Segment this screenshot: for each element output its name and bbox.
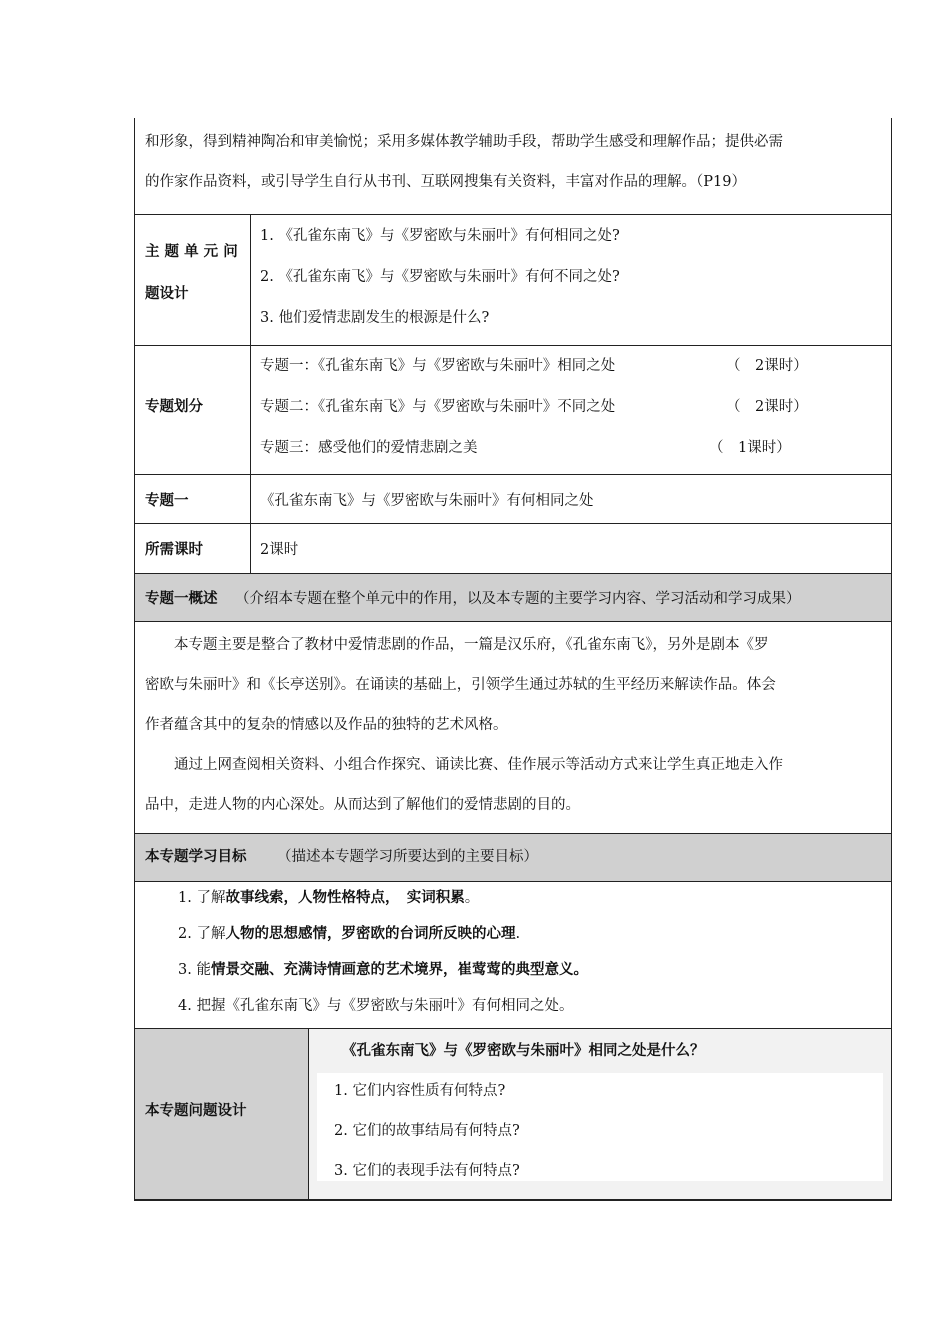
topic-hours: （ 1课时） xyxy=(709,440,791,456)
theme-questions-label-cell xyxy=(135,215,251,345)
intro-row xyxy=(135,118,891,215)
overview-line: 作者蕴含其中的复杂的情感以及作品的独特的艺术风格。 xyxy=(145,717,508,733)
intro-line: 的作家作品资料，或引导学生自行从书刊、互联网搜集有关资料，丰富对作品的理解。（P19） xyxy=(145,174,746,190)
hours-label: 所需课时 xyxy=(145,542,203,558)
overview-line: 本专题主要是整合了教材中爱情悲剧的作品，一篇是汉乐府，《孔雀东南飞》，另外是剧本《罗 xyxy=(174,637,769,653)
hours-row xyxy=(135,524,891,574)
goal-item: 2. 了解人物的思想感情，罗密欧的台词所反映的心理. xyxy=(178,926,521,942)
topic1-label-cell xyxy=(135,475,251,523)
question-design-label-cell xyxy=(135,1029,309,1199)
goal-item: 4. 把握《孔雀东南飞》与《罗密欧与朱丽叶》有何相同之处。 xyxy=(178,998,574,1014)
overview-header-row xyxy=(135,574,891,622)
overview-desc: （介绍本专题在整个单元中的作用，以及本专题的主要学习内容、学习活动和学习成果） xyxy=(235,591,801,607)
theme-questions-row xyxy=(135,215,891,346)
question-item: 1. 《孔雀东南飞》与《罗密欧与朱丽叶》有何相同之处? xyxy=(260,228,620,244)
question-item: 2. 它们的故事结局有何特点? xyxy=(334,1123,520,1139)
question-design-label: 本专题问题设计 xyxy=(145,1103,247,1119)
topic1-value: 《孔雀东南飞》与《罗密欧与朱丽叶》有何相同之处 xyxy=(260,493,594,509)
overview-line: 密欧与朱丽叶》和《长亭送别》。在诵读的基础上，引领学生通过苏轼的生平经历来解读作品。体会 xyxy=(145,677,776,693)
topic-hours: （ 2课时） xyxy=(726,399,808,415)
topic-hours: （ 2课时） xyxy=(726,358,808,374)
question-design-heading: 《孔雀东南飞》与《罗密欧与朱丽叶》相同之处是什么？ xyxy=(342,1043,705,1059)
goals-label: 本专题学习目标 xyxy=(145,849,247,865)
topics-row xyxy=(135,346,891,475)
goals-desc: （描述本专题学习所要达到的主要目标） xyxy=(277,849,538,865)
topic-item: 专题一：《孔雀东南飞》与《罗密欧与朱丽叶》相同之处 xyxy=(260,358,616,374)
topics-label-cell xyxy=(135,346,251,474)
theme-questions-label: 题设计 xyxy=(145,286,189,302)
overview-line: 品中，走进人物的内心深处。从而达到了解他们的爱情悲剧的目的。 xyxy=(145,797,580,813)
overview-label: 专题一概述 xyxy=(145,591,218,607)
question-item: 3. 他们爱情悲剧发生的根源是什么? xyxy=(260,310,490,326)
goal-item: 3. 能情景交融、充满诗情画意的艺术境界，崔莺莺的典型意义。 xyxy=(178,962,588,978)
topic1-label: 专题一 xyxy=(145,493,189,509)
topic-item: 专题三：感受他们的爱情悲剧之美 xyxy=(260,440,478,456)
goals-header-row xyxy=(135,834,891,882)
overview-content-row xyxy=(135,622,891,834)
lesson-plan-table xyxy=(134,118,892,1201)
hours-value: 2课时 xyxy=(260,542,299,558)
topics-content xyxy=(251,346,891,474)
theme-questions-content xyxy=(251,215,891,345)
goals-content-row xyxy=(135,882,891,1029)
overview-line: 通过上网查阅相关资料、小组合作探究、诵读比赛、佳作展示等活动方式来让学生真正地走入作 xyxy=(174,757,783,773)
question-item: 2. 《孔雀东南飞》与《罗密欧与朱丽叶》有何不同之处? xyxy=(260,269,620,285)
question-design-content xyxy=(309,1029,891,1199)
question-design-row xyxy=(135,1029,891,1201)
theme-questions-label: 主 题 单 元 问 xyxy=(145,244,238,260)
question-item: 3. 它们的表现手法有何特点? xyxy=(334,1163,520,1179)
topic1-row xyxy=(135,475,891,524)
intro-line: 和形象，得到精神陶冶和审美愉悦；采用多媒体教学辅助手段，帮助学生感受和理解作品；提供必需 xyxy=(145,134,783,150)
topics-label: 专题划分 xyxy=(145,399,203,415)
hours-label-cell xyxy=(135,524,251,573)
topic-item: 专题二：《孔雀东南飞》与《罗密欧与朱丽叶》不同之处 xyxy=(260,399,616,415)
question-item: 1. 它们内容性质有何特点? xyxy=(334,1083,506,1099)
goal-item: 1. 了解故事线索，人物性格特点， 实词积累。 xyxy=(178,890,480,906)
question-design-list xyxy=(317,1073,883,1181)
